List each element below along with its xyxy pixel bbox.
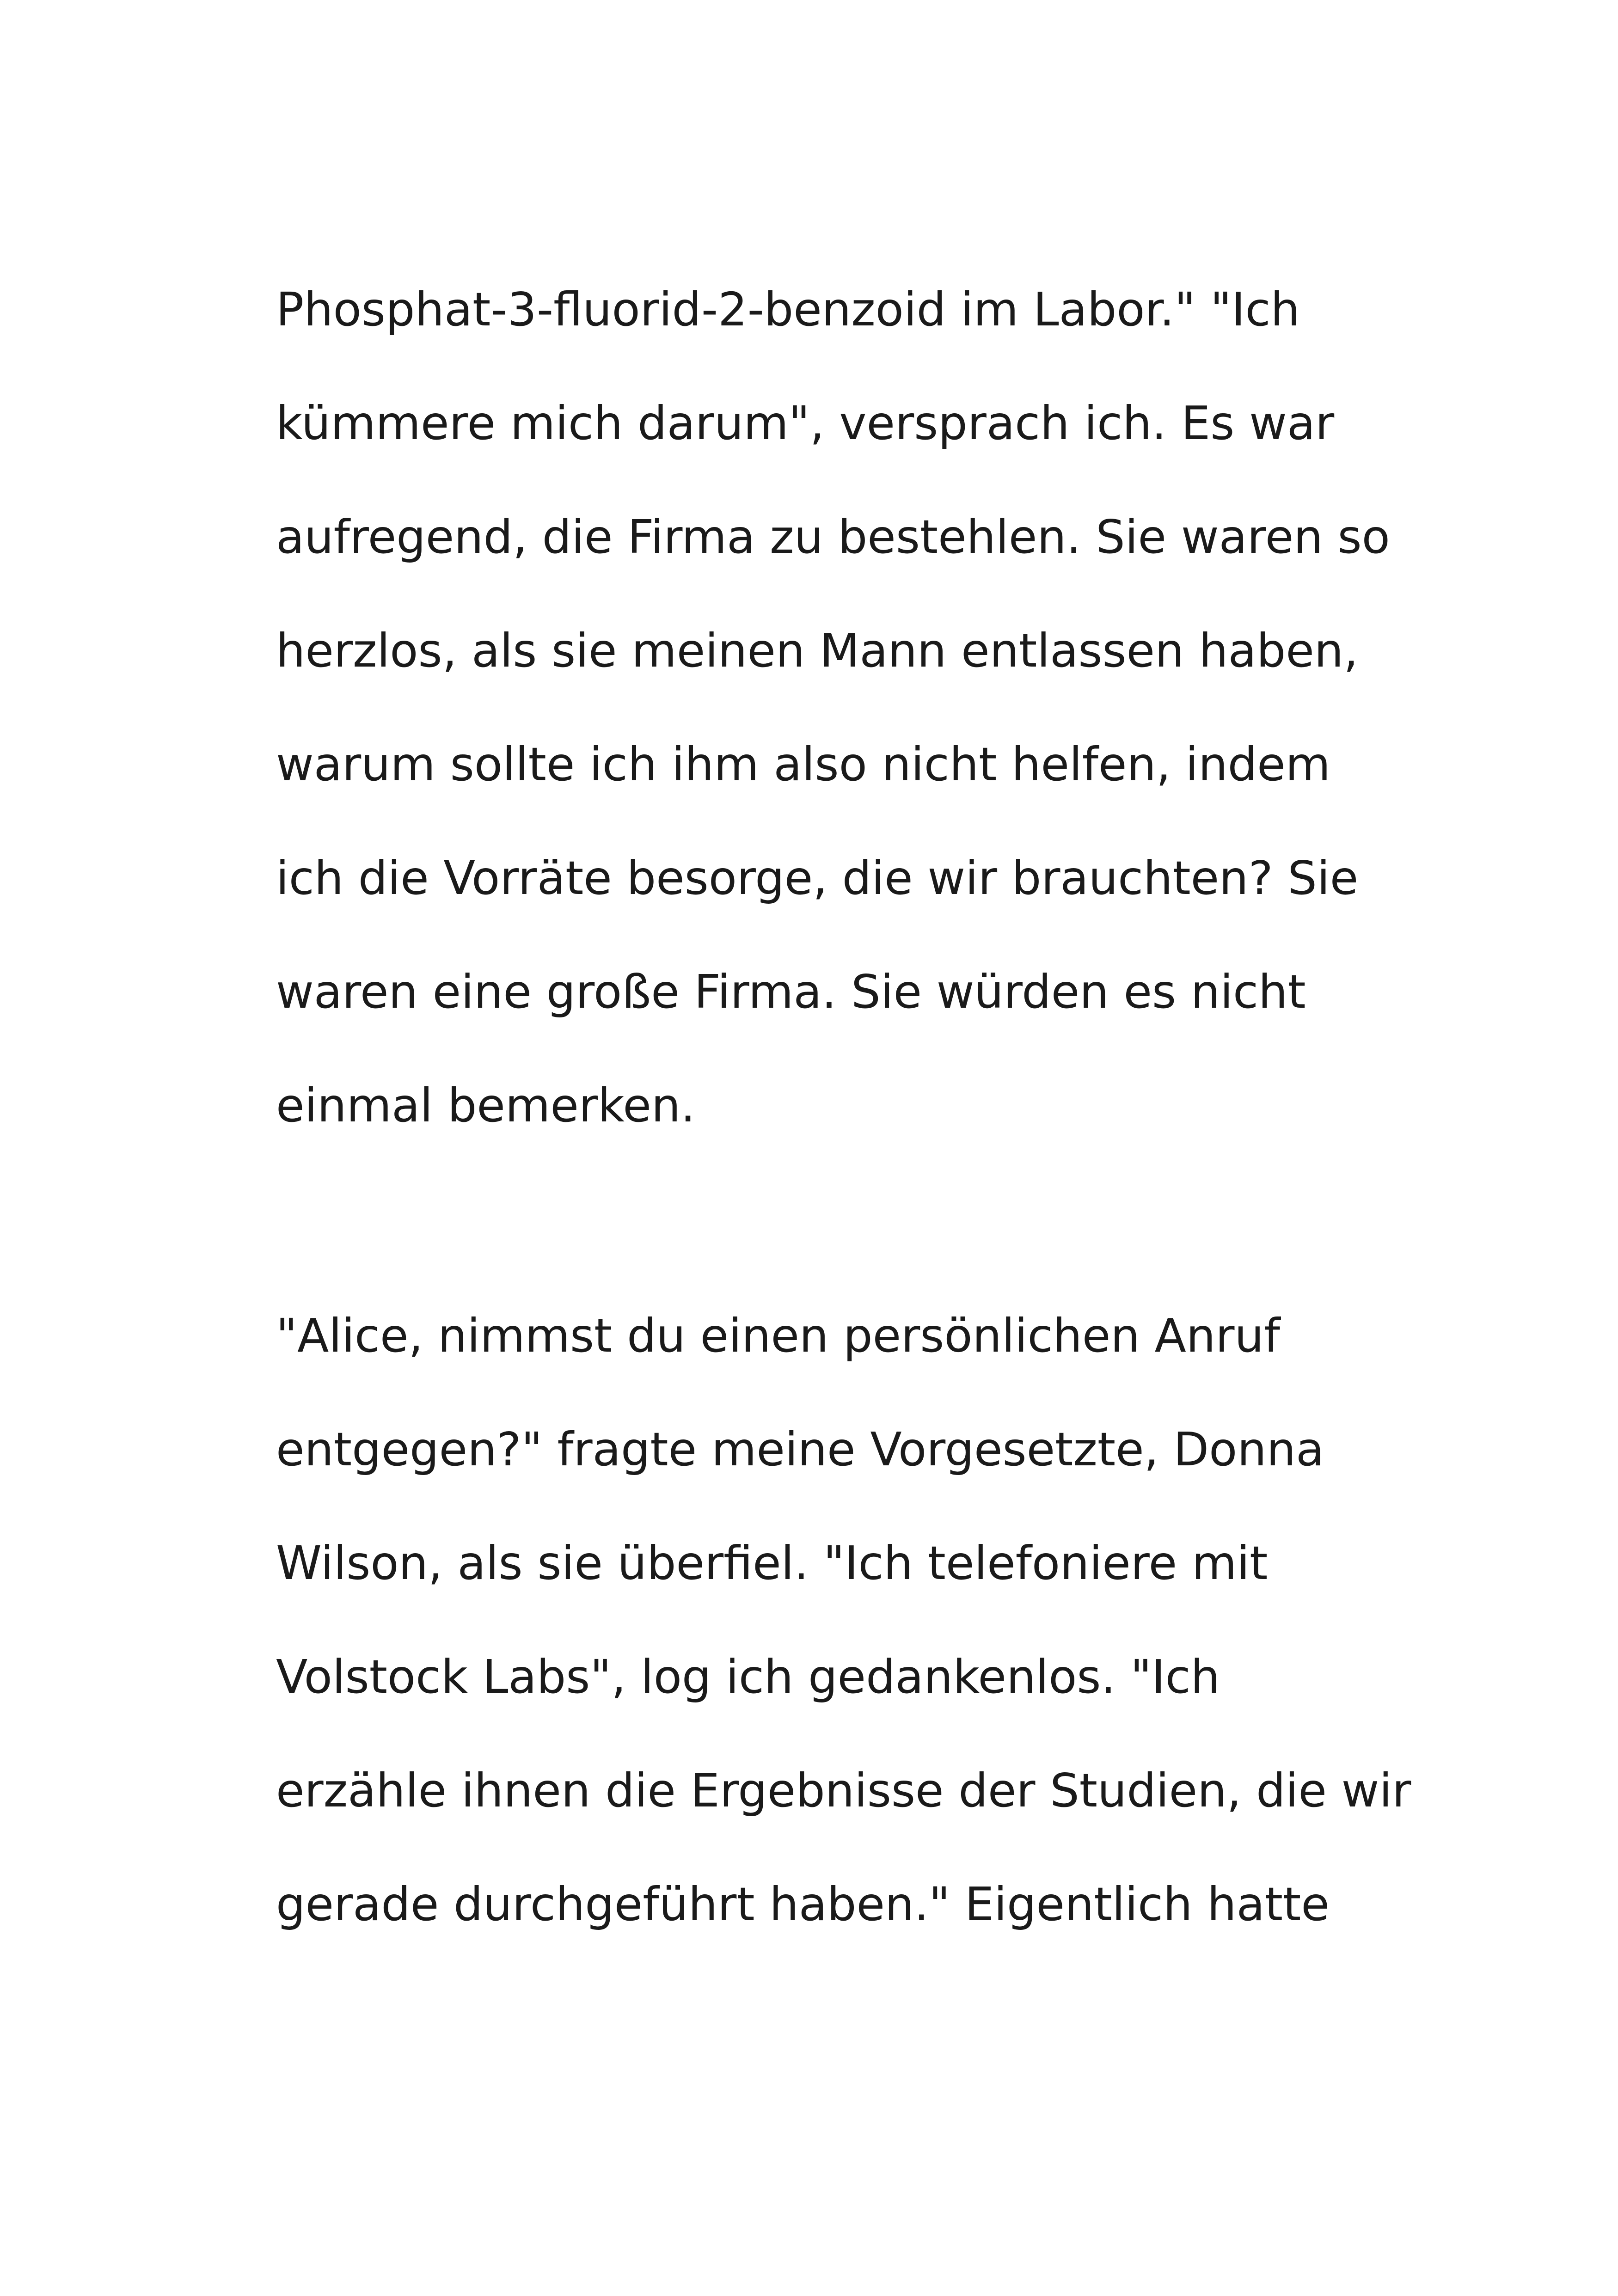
paragraph-line: einmal bemerken. xyxy=(276,1078,696,1133)
paragraph-line: kümmere mich darum", versprach ich. Es war xyxy=(276,396,1335,450)
paragraph-line: warum sollte ich ihm also nicht helfen, indem xyxy=(276,737,1331,791)
paragraph-line: Volstock Labs", log ich gedankenlos. "Ich xyxy=(276,1650,1220,1704)
paragraph-line: waren eine große Firma. Sie würden es nicht xyxy=(276,965,1306,1019)
paragraph-line: erzähle ihnen die Ergebnisse der Studien, die wir xyxy=(276,1763,1411,1818)
paragraph-line: entgegen?" fragte meine Vorgesetzte, Donna xyxy=(276,1422,1324,1476)
paragraph-line: Phosphat-3-fluorid-2-benzoid im Labor." "Ich xyxy=(276,282,1300,337)
paragraph-line: gerade durchgeführt haben." Eigentlich hatte xyxy=(276,1877,1330,1931)
paragraph-line: Wilson, als sie überfiel. "Ich telefoniere mit xyxy=(276,1536,1268,1590)
paragraph-line: "Alice, nimmst du einen persönlichen Anruf xyxy=(276,1309,1281,1363)
paragraph-line: herzlos, als sie meinen Mann entlassen haben, xyxy=(276,624,1359,678)
paragraph-line: aufregend, die Firma zu bestehlen. Sie waren so xyxy=(276,510,1390,564)
paragraph-line: ich die Vorräte besorge, die wir brauchten? Sie xyxy=(276,851,1359,905)
